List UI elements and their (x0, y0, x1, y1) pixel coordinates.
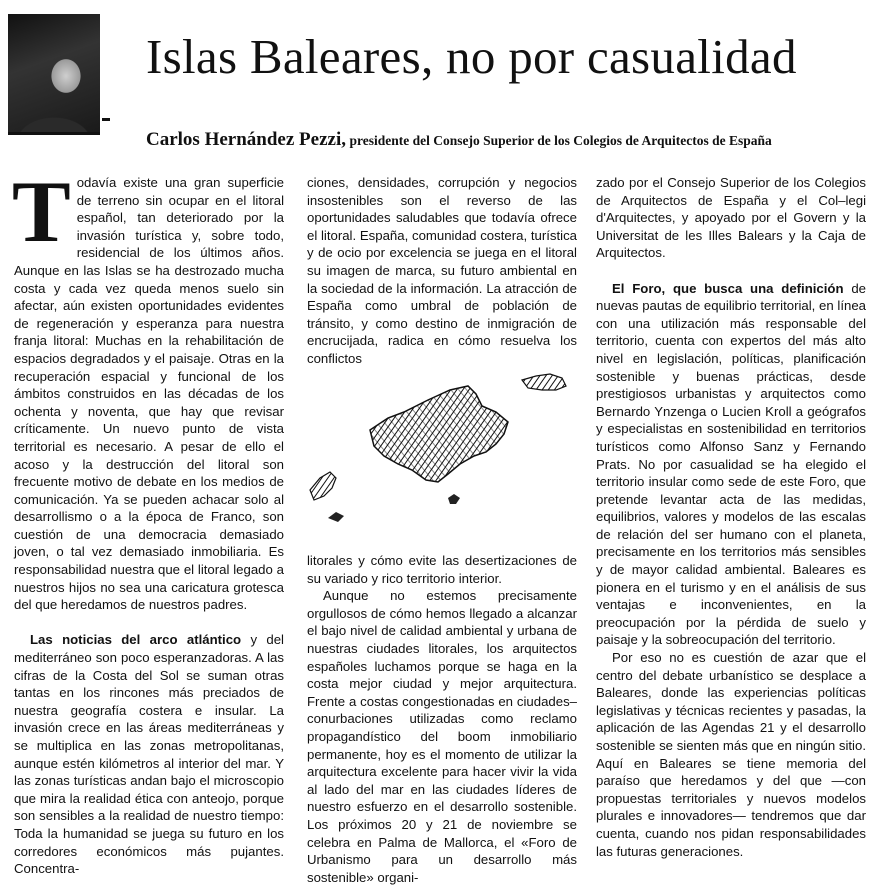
intro-text: odavía existe una gran superficie de terreno sin ocupar en el litoral español, tan deteriorado por la invasión turística y, sobre todo, residencial de los últimos años. Aunque en las Islas se ha destrozado mucha costa y cada vez queda menos suelo sin afectar, aún existen oportunidades evidentes de regeneración y esperanza para nuestra franja litoral: Muchas en la rehabilitación de espacios degradados y el paisaje. Otras en la recuperación espacial y funcional de los ámbitos construidos en las décadas de los ochenta y noventa, que hay que revisar críticamente. Un nuevo punto de vista territorial es necesario. A pesar de ello el acoso y la destrucción del litoral son frecuente motivo de debate en los medios de comunicación. Ya se pueden achacar solo al desarrollismo o a la época de Franco, son cuestión de una democracia demasiado joven, o tal vez demasiado inmobiliaria. Es responsabilidad nuestra que el litoral legado a nuestros hijos no sea una caricatura grotesca del que heredamos de nuestros padres. (14, 175, 284, 613)
cabrera-island (448, 494, 460, 504)
section-lead-2: El Foro, que busca una definición (612, 280, 844, 296)
column-1 (12, 164, 284, 877)
col2-top-text: ciones, densidades, corrupción y negocios insostenibles son el reverso de las oportunidades saludables que todavía ofrece el litoral. España, comunidad costera, turística y de ocio por excelencia se juega en el litoral su imagen de marca, su futuro ambiental en la sociedad de la información. La atracción de España como umbral de población de tránsito, y como destino de inmigración de encrucijada, radica en cómo resuelva los conflictos (307, 175, 577, 366)
column-2-bottom (307, 552, 577, 885)
col3-final-paragraph: Por eso no es cuestión de azar que el centro del debate urbanístico se desplace a Baleares, donde las experiencias políticas legislativas y técnicas recientes y pasadas, la aplicación de las Agendas 21 y el desarrollo sostenible se sienten más que en ningún sitio. Aquí en Baleares se tiene memoria del paraíso que heredamos y del que —con propuestas territoriales y nuevos modelos plurales e innovadores— tendremos que dar cuenta, cuando nos pidan responsabilidades las futuras generaciones. (596, 650, 866, 859)
author-photo (8, 14, 100, 135)
column-3 (596, 174, 866, 874)
section-text-2: de nuevas pautas de equilibrio territorial, en línea con una utilización más responsable del territorio, cuenta con expertos del más alto nivel en legislación, políticas, planificación sostenible y buenas prácticas, desde prestigiosos urbanistas y arquitectos como Bernardo Ynzenga o Lucien Kroll a geógrafos y especialistas en sostenibilidad en territorios turísticos como Alfonso Sanz y Fernando Prats. No por casualidad se ha elegido el territorio insular como sede de este Foro, que pretende levantar acta de las medidas, equilibrios, valores y modelos de las escalas de relación del ser humano con el planeta, precisamente en los territorios más sensibles y de mayor calidad ambiental. Baleares es pionera en el turismo y en el análisis de sus ventajas e inconvenientes, en la preocupación por la pérdida de suelo y paisaje y la sobreocupación del territorio. (596, 280, 866, 648)
col2-continuation: litorales y cómo evite las desertizaciones de su variado y rico territorio interior. (307, 553, 577, 586)
section-lead-1: Las noticias del arco atlántico (30, 632, 242, 648)
byline-role: presidente del Consejo Superior de los Colegios de Arquitectos de España (349, 133, 772, 148)
headline: Islas Baleares, no por casualidad (146, 29, 797, 84)
column-2-top (307, 174, 577, 366)
formentera-island (328, 512, 344, 522)
mallorca-island (370, 386, 508, 482)
byline (146, 130, 772, 152)
drop-cap: T (12, 164, 71, 261)
section-paragraph-1 (14, 631, 284, 877)
section-text-1: y del mediterráneo son poco esperanzadoras. A las cifras de la Costa del Sol se suman otras tantas en los rincones más preciados de nuestra geografía costera e insular. La invasión crece en las áreas mediterráneas y se multiplica en las zonas metropolitanas, aunque estén kilómetros al interior del mar. Y las zonas turísticas andan bajo el microscopio que mira la realidad ética con anteojo, porque son sensibles a la realidad de nuestro tiempo: Toda la humanidad se juega su futuro en los corredores económicos más pujantes. Concentra- (14, 632, 284, 877)
balearic-islands-map (300, 360, 570, 540)
byline-author: Carlos Hernández Pezzi, (146, 129, 346, 150)
col2-paragraph: Aunque no estemos precisamente orgullosos de cómo hemos llegado a alcanzar el bajo nivel de calidad ambiental y urbana de nuestras ciudades litorales, los arquitectos españoles luchamos porque se haga en la costa mejor ciudad y mejor arquitectura. Frente a costas congestionadas en ciudades–conurbaciones utilizadas como reclamo propagandístico del boom inmobiliario permanente, hoy es el momento de utilizar la arquitectura excelente para hacer vivir la vida al lado del mar en las ciudades líderes de nuestro esfuerzo en el desarrollo sostenible. Los próximos 20 y 21 de noviembre se celebra en Palma de Mallorca, el «Foro de Urbanismo para un desarrollo más sostenible» organi- (307, 588, 577, 885)
ibiza-island (310, 472, 336, 500)
menorca-island (522, 374, 566, 390)
photo-dash (102, 118, 110, 121)
col3-continuation: zado por el Consejo Superior de los Colegios de Arquitectos de España y el Col–legi d'Arquitectes, y apoyado por el Govern y la Universitat de les Illes Balears y la Caja de Arquitectos. (596, 175, 866, 261)
section-paragraph-2 (596, 280, 866, 649)
